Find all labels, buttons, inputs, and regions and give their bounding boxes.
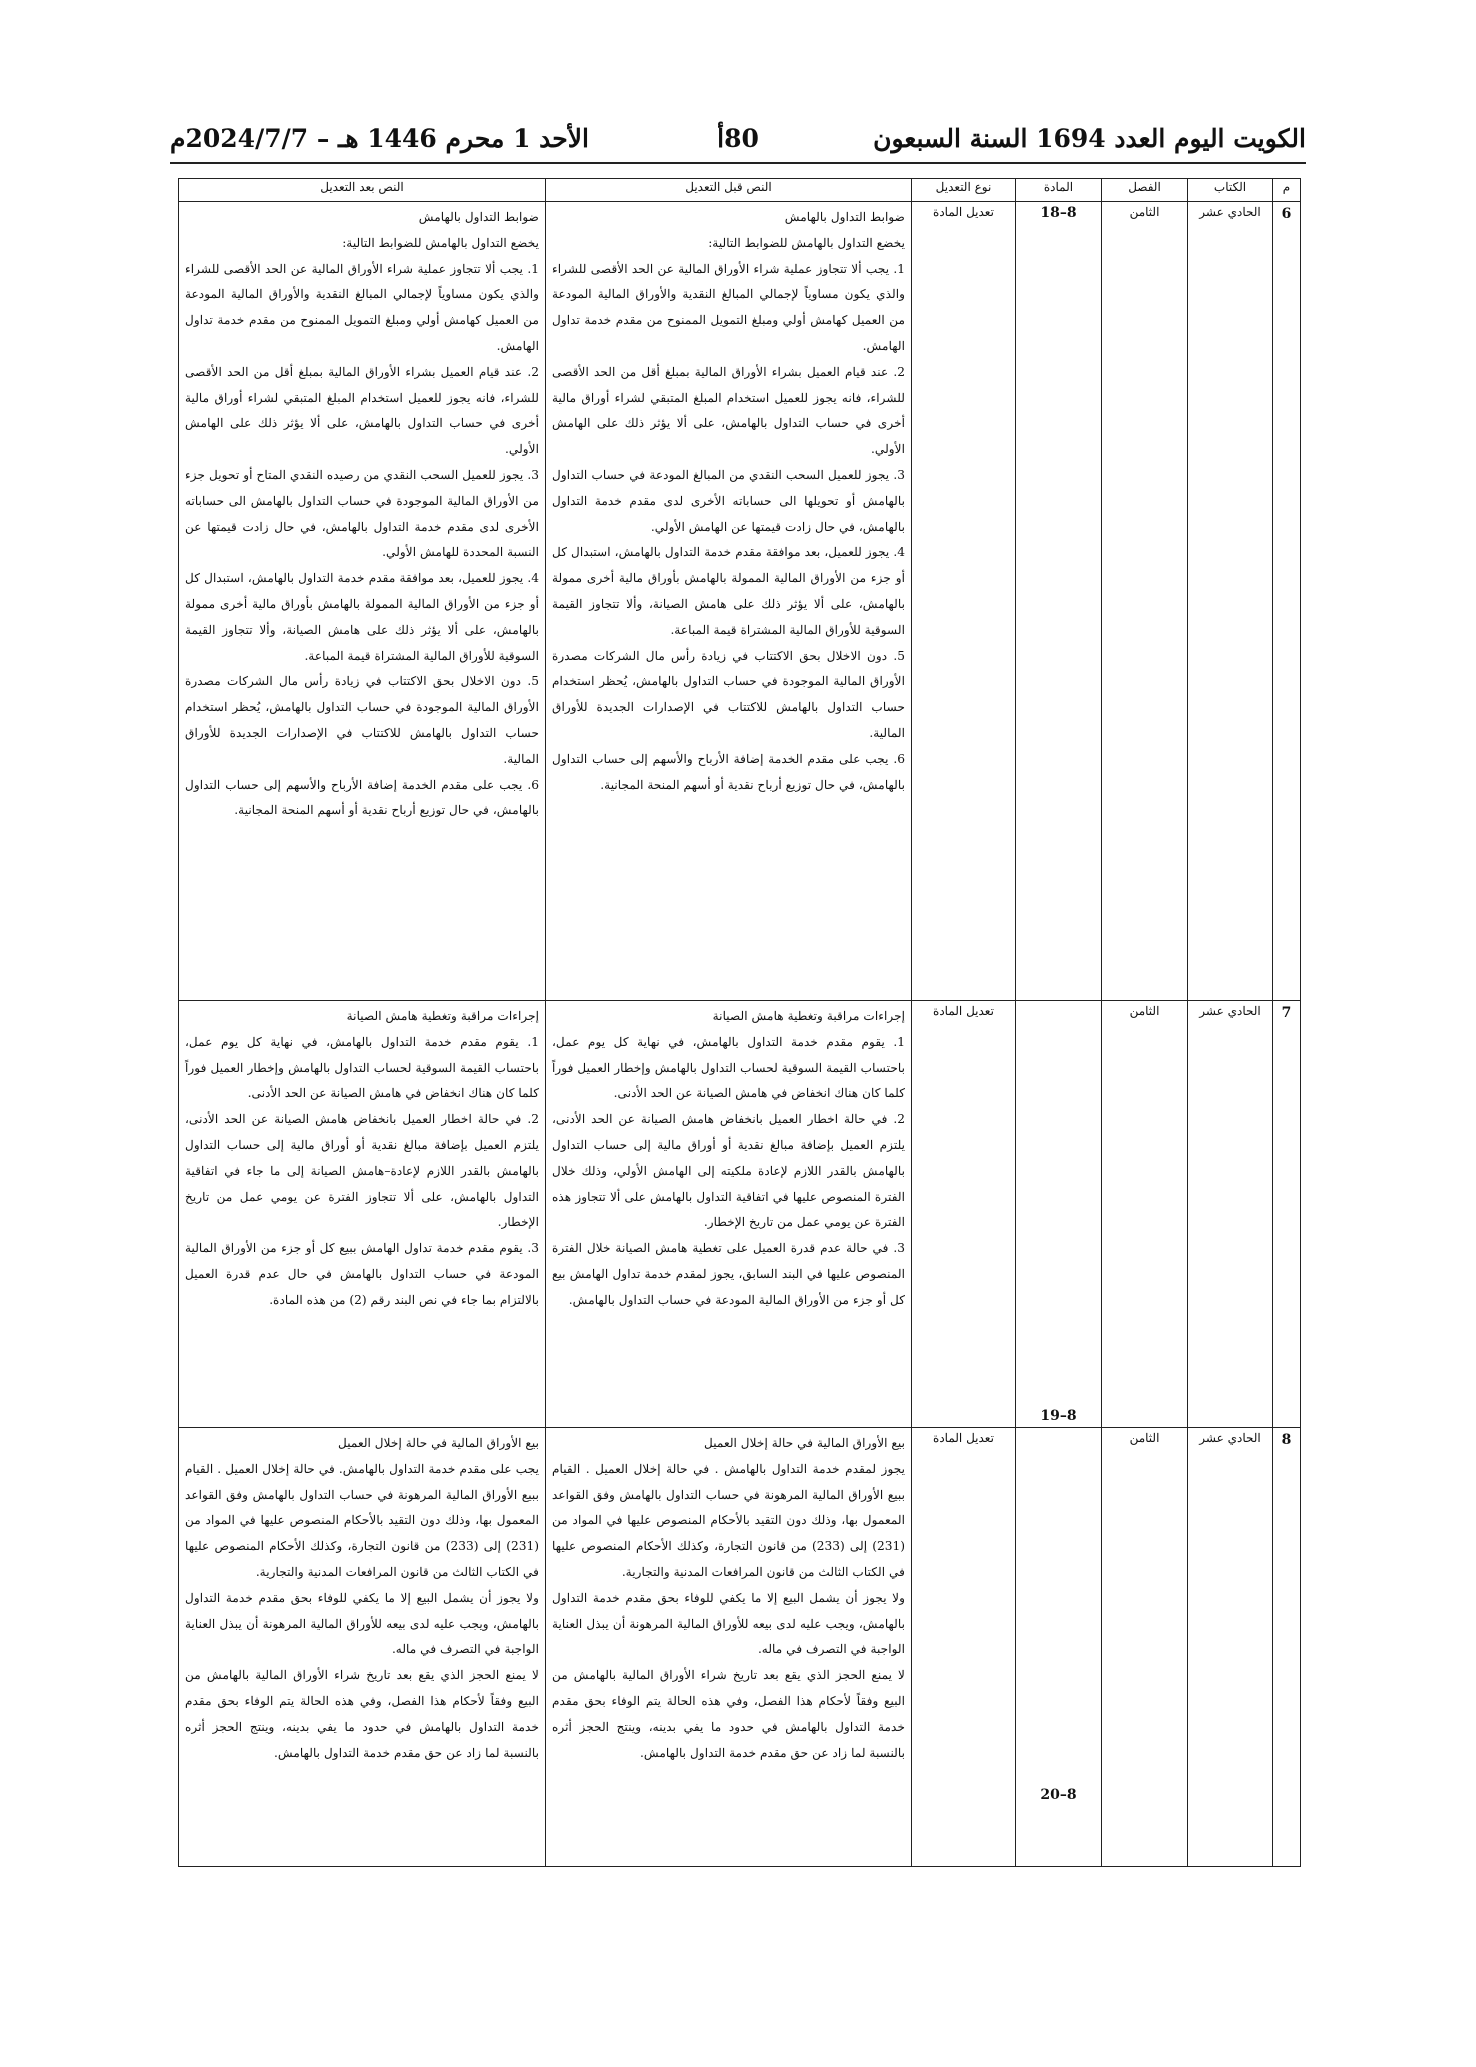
paragraph: 4. يجوز للعميل، بعد موافقة مقدم خدمة التداول بالهامش، استبدال كل أو جزء من الأوراق المالية الممولة بالهامش بأوراق مالية أخرى ممولة بالهامش، على ألا يؤثر ذلك على هامش الصيانة، وألا تتجاوز القيمة السوقية للأوراق المالية المشتراة قيمة المباعة. — [185, 571, 539, 663]
paragraph: بيع الأوراق المالية في حالة إخلال العميل — [338, 1436, 539, 1450]
row-article — [1016, 1001, 1102, 1428]
row-number: 7 — [1273, 1001, 1301, 1428]
row-article — [1016, 202, 1102, 1001]
paragraph: 5. دون الاخلال بحق الاكتتاب في زيادة رأس مال الشركات مصدرة الأوراق المالية الموجودة في حساب التداول بالهامش، يُحظر استخدام حساب التداول بالهامش للاكتتاب في الإصدارات الجديدة للأوراق المالية. — [185, 674, 539, 766]
paragraph: 3. في حالة عدم قدرة العميل على تغطية هامش الصيانة خلال الفترة المنصوص عليها في البند السابق، يجوز لمقدم خدمة تداول الهامش بيع كل أو جزء من الأوراق المالية المودعة في حساب التداول بالهامش. — [552, 1241, 905, 1307]
col-header-type: نوع التعديل — [912, 179, 1016, 202]
table-row — [179, 1001, 1301, 1428]
text-after — [179, 202, 546, 1001]
table-row — [179, 1428, 1301, 1867]
text-before — [546, 1001, 912, 1428]
col-header-chapter: الفصل — [1102, 179, 1188, 202]
row-type: تعديل المادة — [912, 1428, 1016, 1867]
paragraph: 1. يقوم مقدم خدمة التداول بالهامش، في نهاية كل يوم عمل، باحتساب القيمة السوقية لحساب التداول بالهامش وإخطار العميل فوراً كلما كان هناك انخفاض في هامش الصيانة عن الحد الأدنى. — [552, 1034, 905, 1101]
col-header-before: النص قبل التعديل — [546, 179, 912, 202]
paragraph: ولا يجوز أن يشمل البيع إلا ما يكفي للوفاء بحق مقدم خدمة التداول بالهامش، ويجب عليه لدى بيعه للأوراق المالية المرهونة أن يبذل العناية الواجبة في التصرف في ماله. — [552, 1590, 905, 1657]
article-number-bottom: 8–20 — [1040, 1787, 1077, 1803]
row-chapter: الثامن — [1102, 1428, 1188, 1867]
row-type: تعديل المادة — [912, 202, 1016, 1001]
paragraph: 2. عند قيام العميل بشراء الأوراق المالية بمبلغ أقل من الحد الأقصى للشراء، فانه يجوز للعميل استخدام المبلغ المتبقي لشراء أوراق مالية أخرى في حساب التداول بالهامش، على ألا يؤثر ذلك على الهامش الأولي. — [552, 364, 905, 457]
table-header-row — [179, 179, 1301, 202]
paragraph: ضوابط التداول بالهامش — [418, 210, 539, 224]
paragraph: 4. يجوز للعميل، بعد موافقة مقدم خدمة التداول بالهامش، استبدال كل أو جزء من الأوراق المالية الممولة بالهامش بأوراق مالية أخرى ممولة بالهامش، على ألا يؤثر ذلك على هامش الصيانة، وألا تتجاوز القيمة السوقية للأوراق المالية المشتراة قيمة المباعة. — [552, 545, 905, 637]
paragraph: لا يمنع الحجز الذي يقع بعد تاريخ شراء الأوراق المالية بالهامش من البيع وفقاً لأحكام هذا الفصل، وفي هذه الحالة يتم الوفاء بحق مقدم خدمة التداول بالهامش في حدود ما يفي بدينه، وينتج الحجز أثره بالنسبة لما زاد عن حق مقدم خدمة التداول بالهامش. — [185, 1668, 539, 1760]
article-number-bottom: 8–19 — [1040, 1408, 1077, 1424]
row-number: 6 — [1273, 202, 1301, 1001]
page-header — [170, 122, 1306, 164]
issue-date: الأحد 1 محرم 1446 هـ – 2024/7/7م — [170, 124, 589, 153]
paragraph: 1. يجب ألا تتجاوز عملية شراء الأوراق المالية عن الحد الأقصى للشراء والذي يكون مساوياً لإجمالي المبالغ النقدية والأوراق المالية المودعة من العميل كهامش أولي ومبلغ التمويل الممنوح من مقدم خدمة تداول الهامش. — [185, 261, 539, 353]
paragraph: ولا يجوز أن يشمل البيع إلا ما يكفي للوفاء بحق مقدم خدمة التداول بالهامش، ويجب عليه لدى بيعه للأوراق المالية المرهونة أن يبذل العناية الواجبة في التصرف في ماله. — [185, 1590, 539, 1657]
amendments-table — [178, 178, 1301, 1867]
paragraph: 3. يقوم مقدم خدمة تداول الهامش ببيع كل أو جزء من الأوراق المالية المودعة في حساب التداول بالهامش في حال عدم قدرة العميل بالالتزام بما جاء في نص البند رقم (2) من هذه المادة. — [185, 1241, 539, 1307]
paragraph: 1. يجب ألا تتجاوز عملية شراء الأوراق المالية عن الحد الأقصى للشراء والذي يكون مساوياً لإجمالي المبالغ النقدية والأوراق المالية المودعة من العميل كهامش أولي ومبلغ التمويل الممنوح من مقدم خدمة تداول الهامش. — [552, 261, 905, 353]
table-row — [179, 202, 1301, 1001]
paragraph: 6. يجب على مقدم الخدمة إضافة الأرباح والأسهم إلى حساب التداول بالهامش، في حال توزيع أرباح نقدية أو أسهم المنحة المجانية. — [185, 777, 539, 818]
text-before — [546, 202, 912, 1001]
row-type: تعديل المادة — [912, 1001, 1016, 1428]
paragraph: 5. دون الاخلال بحق الاكتتاب في زيادة رأس مال الشركات مصدرة الأوراق المالية الموجودة في حساب التداول بالهامش، يُحظر استخدام حساب التداول بالهامش للاكتتاب في الإصدارات الجديدة للأوراق المالية. — [552, 648, 905, 740]
row-book: الحادي عشر — [1188, 202, 1273, 1001]
col-header-book: الكتاب — [1188, 179, 1273, 202]
row-book: الحادي عشر — [1188, 1428, 1273, 1867]
paragraph: 3. يجوز للعميل السحب النقدي من رصيده النقدي المتاح أو تحويل جزء من الأوراق المالية الموجودة في حساب التداول بالهامش الى حساباته الأخرى لدى مقدم خدمة التداول بالهامش، في حال زادت قيمتها عن النسبة المحددة للهامش الأولي. — [185, 467, 539, 560]
paragraph: 2. في حالة اخطار العميل بانخفاض هامش الصيانة عن الحد الأدنى، يلتزم العميل بإضافة مبالغ نقدية أو أوراق مالية إلى حساب التداول بالهامش بالقدر اللازم لإعادة ملكيته إلى الهامش الأولي، وذلك خلال الفترة المنصوص عليها في اتفاقية التداول بالهامش على ألا تتجاوز هذه الفترة عن يومي عمل من تاريخ الإخطار. — [552, 1112, 905, 1230]
paragraph: 1. يقوم مقدم خدمة التداول بالهامش، في نهاية كل يوم عمل، باحتساب القيمة السوقية لحساب التداول بالهامش وإخطار العميل فوراً كلما كان هناك انخفاض في هامش الصيانة عن الحد الأدنى. — [185, 1034, 539, 1101]
text-after — [179, 1428, 546, 1867]
paragraph: 3. يجوز للعميل السحب النقدي من المبالغ المودعة في حساب التداول بالهامش أو تحويلها الى حساباته الأخرى لدى مقدم خدمة التداول بالهامش، في حال زادت قيمتها عن الهامش الأولي. — [552, 467, 905, 534]
paragraph: يخضع التداول بالهامش للضوابط التالية: — [342, 235, 539, 250]
row-number: 8 — [1273, 1428, 1301, 1867]
paragraph: 2. عند قيام العميل بشراء الأوراق المالية بمبلغ أقل من الحد الأقصى للشراء، فانه يجوز للعميل استخدام المبلغ المتبقي لشراء أوراق مالية أخرى في حساب التداول بالهامش، على ألا يؤثر ذلك على الهامش الأولي. — [185, 364, 539, 457]
gazette-title: الكويت اليوم العدد 1694 السنة السبعون — [873, 124, 1306, 153]
row-article — [1016, 1428, 1102, 1867]
paragraph: يجوز لمقدم خدمة التداول بالهامش . في حالة إخلال العميل . القيام ببيع الأوراق المالية المرهونة في حساب التداول بالهامش وفق القواعد المعمول بها، وذلك دون التقيد بالأحكام المنصوص عليها في المواد من (231) إلى (233) من قانون التجارة، وكذلك الأحكام المنصوص عليها في الكتاب الثالث من قانون المرافعات المدنية والتجارية. — [552, 1461, 905, 1579]
paragraph: بيع الأوراق المالية في حالة إخلال العميل — [704, 1436, 905, 1450]
paragraph: 2. في حالة اخطار العميل بانخفاض هامش الصيانة عن الحد الأدنى، يلتزم العميل بإضافة مبالغ نقدية أو أوراق مالية إلى حساب التداول بالهامش بالقدر اللازم لإعادة–هامش الصيانة إلى ما جاء في اتفاقية التداول بالهامش، على ألا تتجاوز الفترة عن يومي عمل من تاريخ الإخطار. — [185, 1112, 539, 1230]
row-chapter: الثامن — [1102, 202, 1188, 1001]
paragraph: يجب على مقدم خدمة التداول بالهامش. في حالة إخلال العميل . القيام ببيع الأوراق المالية المرهونة في حساب التداول بالهامش وفق القواعد المعمول بها، وذلك دون التقيد بالأحكام المنصوص عليها في المواد من (231) إلى (233) من قانون التجارة، وكذلك الأحكام المنصوص عليها في الكتاب الثالث من قانون المرافعات المدنية والتجارية. — [185, 1461, 539, 1579]
col-header-article: المادة — [1016, 179, 1102, 202]
article-number: 8–18 — [1040, 205, 1077, 221]
paragraph: يخضع التداول بالهامش للضوابط التالية: — [708, 235, 905, 250]
text-before — [546, 1428, 912, 1867]
page-number: 80أ — [717, 124, 759, 153]
row-chapter: الثامن — [1102, 1001, 1188, 1428]
row-book: الحادي عشر — [1188, 1001, 1273, 1428]
col-header-after: النص بعد التعديل — [179, 179, 546, 202]
paragraph: لا يمنع الحجز الذي يقع بعد تاريخ شراء الأوراق المالية بالهامش من البيع وفقاً لأحكام هذا الفصل، وفي هذه الحالة يتم الوفاء بحق مقدم خدمة التداول بالهامش في حدود ما يفي بدينه، وينتج الحجز أثره بالنسبة لما زاد عن حق مقدم خدمة التداول بالهامش. — [552, 1668, 905, 1760]
paragraph: 6. يجب على مقدم الخدمة إضافة الأرباح والأسهم إلى حساب التداول بالهامش، في حال توزيع أرباح نقدية أو أسهم المنحة المجانية. — [552, 751, 905, 792]
paragraph: ضوابط التداول بالهامش — [784, 210, 905, 224]
col-header-m: م — [1273, 179, 1301, 202]
text-after — [179, 1001, 546, 1428]
paragraph: إجراءات مراقبة وتغطية هامش الصيانة — [346, 1009, 539, 1023]
paragraph: إجراءات مراقبة وتغطية هامش الصيانة — [712, 1009, 905, 1023]
